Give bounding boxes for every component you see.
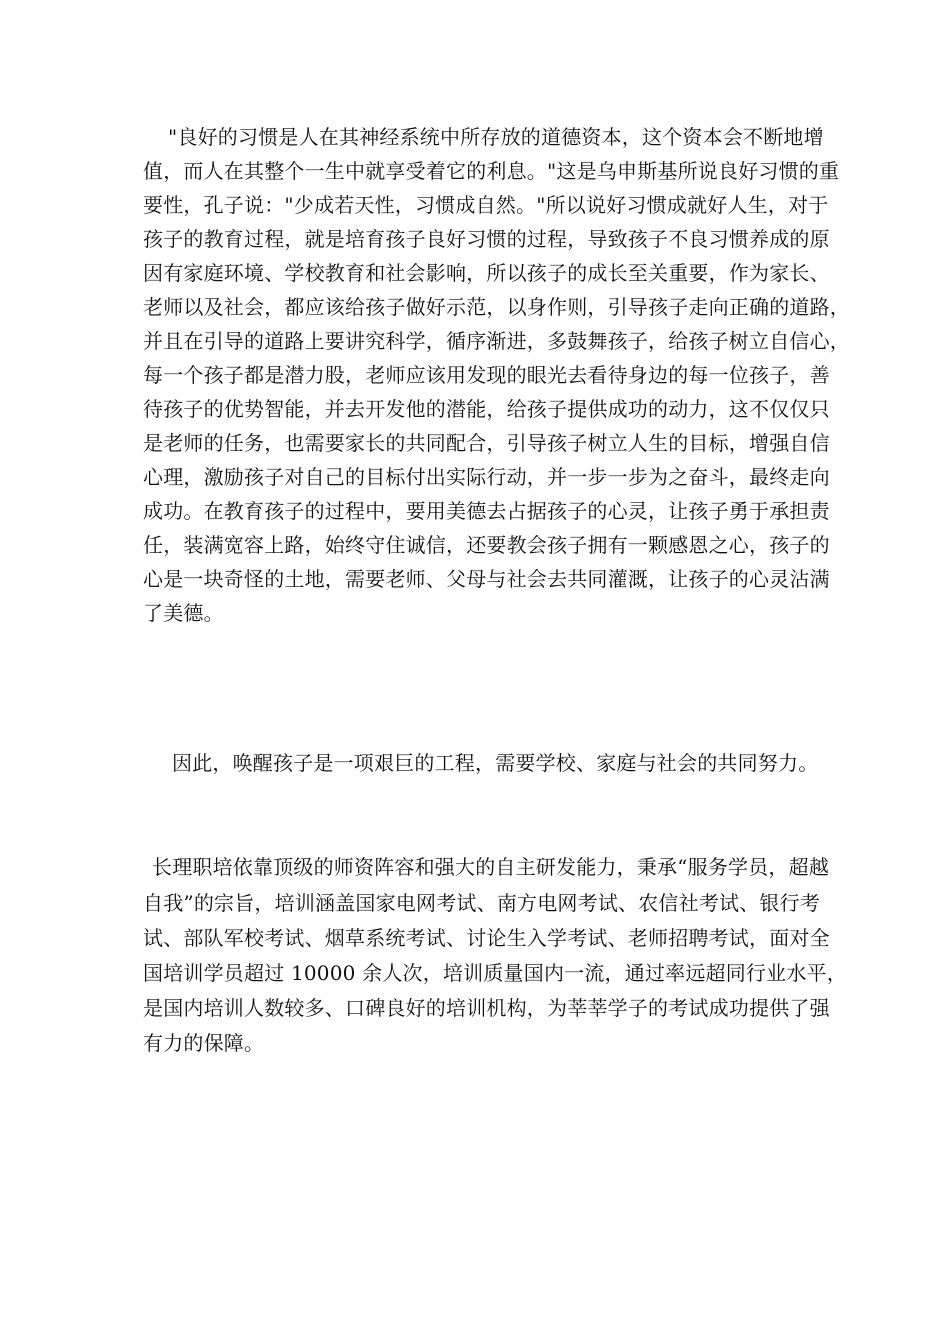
paragraph-line: 老师以及社会，都应该给孩子做好示范，以身作则，引导孩子走向正确的道路， <box>143 295 850 319</box>
paragraph-line: 是老师的任务，也需要家长的共同配合，引导孩子树立人生的目标，增强自信 <box>143 431 830 455</box>
paragraph-line: 国培训学员超过 10000 余人次，培训质量国内一流，通过率远超同行业水平， <box>143 961 847 985</box>
paragraph-line: 任，装满宽容上路，始终守住诚信，还要教会孩子拥有一颗感恩之心，孩子的 <box>143 533 830 557</box>
paragraph-line: 试、部队军校考试、烟草系统考试、讨论生入学考试、老师招聘考试，面对全 <box>143 926 830 950</box>
paragraph-line: 有力的保障。 <box>143 1031 265 1055</box>
paragraph-line: 因此，唤醒孩子是一项艰巨的工程，需要学校、家庭与社会的共同努力。 <box>172 751 819 775</box>
paragraph-line: 成功。在教育孩子的过程中，要用美德去占据孩子的心灵，让孩子勇于承担责 <box>143 499 830 523</box>
paragraph-line: 了美德。 <box>143 601 224 625</box>
paragraph-line: 长理职培依靠顶级的师资阵容和强大的自主研发能力，秉承“服务学员，超越 <box>152 855 830 879</box>
paragraph-line: 值，而人在其整个一生中就享受着它的利息。"这是乌申斯基所说良好习惯的重 <box>143 159 840 183</box>
paragraph-line: "良好的习惯是人在其神经系统中所存放的道德资本，这个资本会不断地增 <box>168 125 824 149</box>
paragraph-line: 待孩子的优势智能，并去开发他的潜能，给孩子提供成功的动力，这不仅仅只 <box>143 397 830 421</box>
paragraph-line: 心是一块奇怪的土地，需要老师、父母与社会去共同灌溉，让孩子的心灵沾满 <box>143 567 830 591</box>
paragraph-line: 是国内培训人数较多、口碑良好的培训机构，为莘莘学子的考试成功提供了强 <box>143 996 830 1020</box>
paragraph-line: 因有家庭环境、学校教育和社会影响，所以孩子的成长至关重要，作为家长、 <box>143 261 830 285</box>
paragraph-line: 每一个孩子都是潜力股，老师应该用发现的眼光去看待身边的每一位孩子，善 <box>143 363 830 387</box>
paragraph-line: 孩子的教育过程，就是培育孩子良好习惯的过程，导致孩子不良习惯养成的原 <box>143 227 830 251</box>
paragraph-line: 心理，激励孩子对自己的目标付出实际行动，并一步一步为之奋斗，最终走向 <box>143 465 830 489</box>
paragraph-line: 并且在引导的道路上要讲究科学，循序渐进，多鼓舞孩子，给孩子树立自信心， <box>143 329 850 353</box>
paragraph-line: 自我”的宗旨，培训涵盖国家电网考试、南方电网考试、农信社考试、银行考 <box>143 891 821 915</box>
paragraph-line: 要性，孔子说："少成若天性，习惯成自然。"所以说好习惯成就好人生，对于 <box>143 193 829 217</box>
